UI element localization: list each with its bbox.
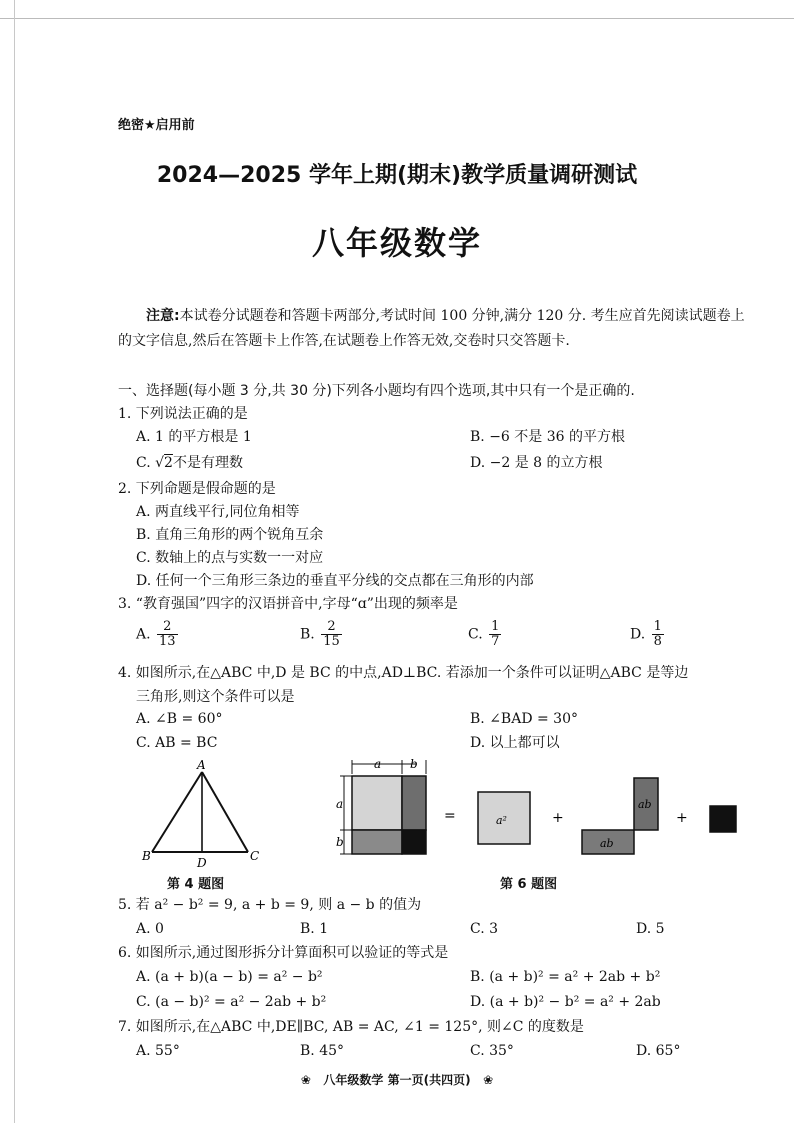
footer-text: 八年级数学 第一页(共四页)	[323, 1073, 471, 1087]
q3-option-b	[300, 620, 342, 649]
q6-option-d: D. (a + b)² − b² = a² + 2ab	[470, 994, 661, 1010]
big-square-ab-right	[402, 776, 426, 830]
q1-option-c	[136, 454, 243, 472]
fig6-label-a-top: a	[374, 758, 382, 771]
vertex-label-b: B	[142, 849, 151, 863]
big-square-ab-bottom	[352, 830, 402, 854]
q4-stem-line1: 4. 如图所示,在△ABC 中,D 是 BC 的中点,AD⊥BC. 若添加一个条件可以证明△ABC 是等边	[118, 665, 689, 681]
q5-option-d: D. 5	[636, 921, 665, 937]
q5-option-c: C. 3	[470, 921, 499, 937]
q3-b-denominator: 15	[323, 634, 340, 649]
q3-option-c	[468, 620, 501, 649]
q5-option-a: A. 0	[136, 921, 164, 937]
figure-4-caption: 第 4 题图	[167, 877, 225, 892]
q1-option-c-suffix: 不是有理数	[172, 455, 243, 471]
notice-paragraph	[118, 304, 758, 354]
q1-option-c-prefix: C.	[136, 455, 156, 471]
q3-option-b-fraction	[321, 620, 342, 649]
subject-title: 八年级数学	[311, 224, 482, 262]
q7-stem: 7. 如图所示,在△ABC 中,DE∥BC, AB = AC, ∠1 = 125°, 则∠C 的度数是	[118, 1019, 584, 1035]
notice-label: 注意:	[146, 308, 180, 324]
piece-ab-vertical-label: ab	[638, 798, 652, 811]
big-square-b2	[402, 830, 426, 854]
q1-option-d: D. −2 是 8 的立方根	[470, 455, 603, 471]
q4-option-a: A. ∠B = 60°	[136, 711, 223, 727]
q7-option-d: D. 65°	[636, 1043, 681, 1059]
q4-option-d: D. 以上都可以	[470, 735, 560, 751]
piece-b2-square	[710, 806, 736, 832]
q2-option-b: B. 直角三角形的两个锐角互余	[136, 527, 324, 543]
flower-ornament-icon-left: ❀	[300, 1073, 311, 1087]
figure-6-caption: 第 6 题图	[500, 877, 558, 892]
q7-option-b: B. 45°	[300, 1043, 345, 1059]
q1-stem: 1. 下列说法正确的是	[118, 406, 248, 422]
sqrt-icon: √2	[155, 455, 173, 471]
q3-c-denominator: 7	[491, 634, 500, 649]
q4-option-c: C. AB = BC	[136, 735, 218, 751]
fig6-plus-sign-2: +	[676, 810, 688, 826]
q2-option-d: D. 任何一个三角形三条边的垂直平分线的交点都在三角形的内部	[136, 573, 534, 589]
big-square-a2	[352, 776, 402, 830]
q3-option-a	[136, 620, 178, 649]
q3-option-d	[630, 620, 664, 649]
q3-c-numerator: 1	[491, 619, 500, 634]
point-label-d: D	[197, 856, 207, 870]
q2-option-c: C. 数轴上的点与实数一一对应	[136, 550, 324, 566]
page-footer	[0, 1071, 794, 1088]
exam-title: 2024—2025 学年上期(期末)教学质量调研测试	[156, 163, 638, 188]
piece-ab-horizontal-label: ab	[600, 837, 614, 850]
triangle-side-ab	[152, 772, 202, 852]
fig6-label-b-top: b	[410, 758, 418, 771]
q3-d-numerator: 1	[653, 619, 662, 634]
q5-stem: 5. 若 a² − b² = 9, a + b = 9, 则 a − b 的值为	[118, 897, 422, 913]
fig6-label-a-left: a	[336, 797, 344, 811]
vertex-label-a: A	[197, 760, 206, 772]
piece-a2-label: a²	[496, 814, 507, 827]
q3-d-denominator: 8	[653, 634, 662, 649]
q4-stem-line2: 三角形,则这个条件可以是	[136, 689, 295, 705]
q2-stem: 2. 下列命题是假命题的是	[118, 481, 276, 497]
q2-option-a: A. 两直线平行,同位角相等	[136, 504, 300, 520]
q6-stem: 6. 如图所示,通过图形拆分计算面积可以验证的等式是	[118, 945, 449, 961]
q4-option-b: B. ∠BAD = 30°	[470, 711, 578, 727]
section-heading: 一、选择题(每小题 3 分,共 30 分)下列各小题均有四个选项,其中只有一个是正确的.	[118, 383, 635, 399]
triangle-side-ac	[202, 772, 248, 852]
q3-option-a-fraction	[157, 620, 178, 649]
q1-option-a: A. 1 的平方根是 1	[136, 429, 252, 445]
q6-option-b: B. (a + b)² = a² + 2ab + b²	[470, 969, 661, 985]
q5-option-b: B. 1	[300, 921, 329, 937]
fig6-label-b-left: b	[336, 835, 344, 849]
q3-option-c-label: C.	[468, 626, 483, 643]
page-edge-top	[0, 18, 794, 19]
q3-b-numerator: 2	[321, 620, 342, 635]
confidential-label: 绝密★启用前	[118, 118, 195, 133]
q3-a-denominator: 13	[159, 634, 176, 649]
q1-option-b: B. −6 不是 36 的平方根	[470, 429, 625, 445]
vertex-label-c: C	[250, 849, 260, 863]
q3-option-d-fraction	[652, 620, 664, 649]
q7-option-a: A. 55°	[136, 1043, 180, 1059]
figure-4-triangle	[140, 760, 270, 870]
fig6-plus-sign-1: +	[552, 810, 564, 826]
q3-a-numerator: 2	[157, 620, 178, 635]
fig6-equals-sign: =	[444, 808, 456, 824]
q3-stem: 3. “教育强国”四字的汉语拼音中,字母“ɑ”出现的频率是	[118, 596, 458, 612]
q3-option-b-label: B.	[300, 626, 315, 643]
q3-option-c-fraction	[489, 620, 501, 649]
notice-text: 本试卷分试题卷和答题卡两部分,考试时间 100 分钟,满分 120 分. 考生应首先阅读试题卷上的文字信息,然后在答题卡上作答,在试题卷上作答无效,交卷时只交答题卡.	[118, 308, 745, 349]
figure-6-area-diagram	[334, 758, 750, 868]
q6-option-c: C. (a − b)² = a² − 2ab + b²	[136, 994, 327, 1010]
flower-ornament-icon-right: ❀	[483, 1073, 494, 1087]
q6-option-a: A. (a + b)(a − b) = a² − b²	[136, 969, 323, 985]
q3-option-d-label: D.	[630, 626, 646, 643]
q7-option-c: C. 35°	[470, 1043, 514, 1059]
q3-option-a-label: A.	[136, 626, 151, 643]
